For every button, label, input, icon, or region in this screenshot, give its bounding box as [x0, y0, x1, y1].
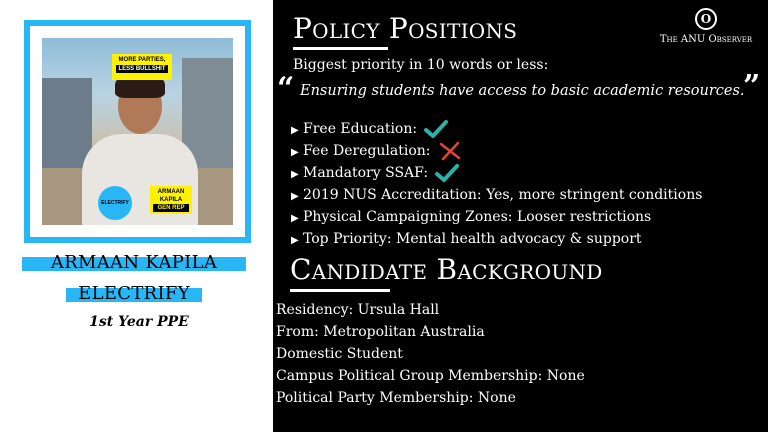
candidate-name: ARMAAN KAPILA [50, 252, 218, 273]
check-icon [434, 163, 460, 183]
policy-heading: Policy Positions [293, 12, 518, 45]
policy-item: ▶ Fee Deregulation: [291, 140, 702, 162]
candidate-party: ELECTRIFY [78, 283, 190, 304]
background-item: Domestic Student [276, 346, 403, 362]
candidate-year: 1st Year PPE [89, 314, 189, 330]
bullet-arrow-icon: ▶ [291, 191, 299, 202]
background-heading-underline [290, 289, 390, 292]
check-icon [423, 119, 449, 139]
candidate-photo [42, 38, 233, 225]
policy-item: ▶ Top Priority: Mental health advocacy & support [291, 228, 702, 250]
policy-item: ▶ Physical Campaigning Zones: Looser restrictions [291, 206, 702, 228]
policy-item: ▶ Mandatory SSAF: [291, 162, 702, 184]
background-item: Residency: Ursula Hall [276, 302, 440, 318]
bullet-arrow-icon: ▶ [291, 169, 299, 180]
policy-heading-underline [293, 47, 388, 50]
priority-quote: Ensuring students have access to basic academic resources. [300, 83, 745, 99]
photo-sign: MORE PARTIES, LESS BULLSHIT [112, 54, 172, 80]
observer-logo-icon: O [695, 8, 717, 30]
background-item: Campus Political Group Membership: None [276, 368, 585, 384]
close-quote-icon: ” [743, 69, 761, 104]
publication-name: The ANU Observer [659, 34, 753, 45]
policy-item: ▶ Free Education: [291, 118, 702, 140]
background-heading: Candidate Background [290, 253, 603, 286]
open-quote-icon: “ [277, 71, 295, 106]
bullet-arrow-icon: ▶ [291, 235, 299, 246]
bullet-arrow-icon: ▶ [291, 125, 299, 136]
policy-list [291, 118, 702, 250]
cross-icon [437, 141, 463, 161]
publication-logo [651, 8, 761, 45]
electrify-badge: ELECTRIFY [98, 186, 132, 220]
name-tag: ARMAAN KAPILA GEN REP [150, 186, 192, 214]
info-panel [273, 0, 768, 432]
bullet-arrow-icon: ▶ [291, 147, 299, 158]
policy-item: ▶ 2019 NUS Accreditation: Yes, more stringent conditions [291, 184, 702, 206]
candidate-panel [0, 0, 273, 432]
priority-prompt: Biggest priority in 10 words or less: [293, 57, 549, 73]
background-list [276, 299, 585, 409]
bullet-arrow-icon: ▶ [291, 213, 299, 224]
photo-frame [24, 20, 251, 243]
background-item: From: Metropolitan Australia [276, 324, 485, 340]
background-item: Political Party Membership: None [276, 390, 516, 406]
